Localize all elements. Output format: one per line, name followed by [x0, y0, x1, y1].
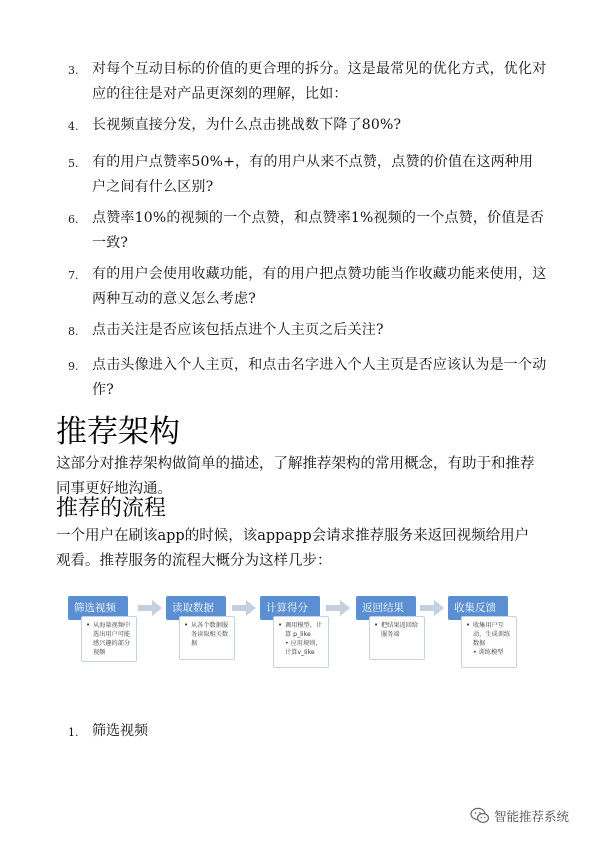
list-number: 3.: [68, 64, 79, 77]
subsection-heading: 推荐的流程: [56, 496, 167, 521]
list-number: 5.: [68, 157, 79, 170]
section-heading: 推荐架构: [56, 414, 180, 450]
flow-stage-title: 计算得分: [260, 596, 320, 620]
list-number: 9.: [68, 360, 79, 373]
flow-stage-desc-line: 训练模型: [478, 649, 504, 656]
flow-stage-desc: • 从海量视频中选出用户可能感兴趣的部分视频: [81, 616, 137, 662]
flow-stage-return: [356, 596, 419, 638]
wechat-icon: [470, 807, 490, 825]
flow-stage-desc-line: •: [285, 640, 291, 647]
list-number: 4.: [68, 120, 79, 133]
flow-arrow-icon: [326, 600, 350, 616]
list-number: 6.: [68, 213, 79, 226]
flow-stage-desc: • 从各个数据服务读取相关数据: [179, 616, 235, 660]
subsection-intro: 一个用户在刷该app的时候，该appapp会请求推荐服务来返回视频给用户观看。推荐服务的流程大概分为这样几步：: [56, 528, 530, 569]
flow-stage-title: 返回结果: [356, 596, 416, 620]
flow-stage-desc-line: •: [473, 649, 479, 656]
flow-stage-desc: [273, 616, 329, 668]
flow-stage-score: [260, 596, 323, 656]
watermark-text: 智能推荐系统: [494, 809, 570, 824]
list-item-text: 点赞率10%的视频的一个点赞，和点赞率1%视频的一个点赞，价值是否一致?: [92, 210, 544, 251]
list-item-text: 筛选视频: [92, 723, 148, 739]
section-intro: 这部分对推荐架构做简单的描述，了解推荐架构的常用概念，有助于和推荐同事更好地沟通。: [56, 456, 535, 497]
flow-stage-desc: [461, 616, 517, 668]
flow-arrow-icon: [420, 600, 444, 616]
flow-arrow-icon: [232, 600, 256, 616]
flow-stage-desc: • 把结果返回给服务端: [369, 616, 425, 660]
flow-arrow-icon: [138, 600, 162, 616]
list-number: 7.: [68, 269, 79, 282]
list-number: 1.: [68, 726, 79, 739]
flow-stage-desc-line: 调用模型，计算 p_like: [285, 622, 323, 638]
flow-stage-read: [166, 596, 229, 647]
list-item-text: 点击头像进入个人主页，和点击名字进入个人主页是否应该认为是一个动作?: [92, 357, 547, 398]
flow-stage-desc-line: 收集用户互动，生成训练数据: [473, 622, 511, 647]
flow-stage-title: 筛选视频: [68, 596, 128, 620]
list-item-text: 有的用户会使用收藏功能，有的用户把点赞功能当作收藏功能来使用，这两种互动的意义怎么考虑?: [92, 266, 547, 307]
list-item-text: 有的用户点赞率50%+，有的用户从来不点赞，点赞的价值在这两种用户之间有什么区别?: [92, 154, 534, 195]
list-number: 8.: [68, 325, 79, 338]
flow-stage-title: 读取数据: [166, 596, 226, 620]
flow-stage-feedback: [448, 596, 511, 656]
list-item-text: 点击关注是否应该包括点进个人主页之后关注?: [92, 322, 384, 338]
flow-stage-filter: [68, 596, 131, 656]
list-item-text: 长视频直接分发，为什么点击挑战数下降了80%?: [92, 117, 402, 133]
flow-stage-desc-line: 应用规则，计算v_like: [285, 640, 322, 656]
list-item-text: 对每个互动目标的价值的更合理的拆分。这是最常见的优化方式，优化对应的往往是对产品更深刻的理解，比如：: [92, 61, 547, 102]
recommendation-flow-diagram: [68, 596, 528, 676]
flow-stage-title: 收集反馈: [448, 596, 508, 620]
watermark: [470, 806, 569, 826]
